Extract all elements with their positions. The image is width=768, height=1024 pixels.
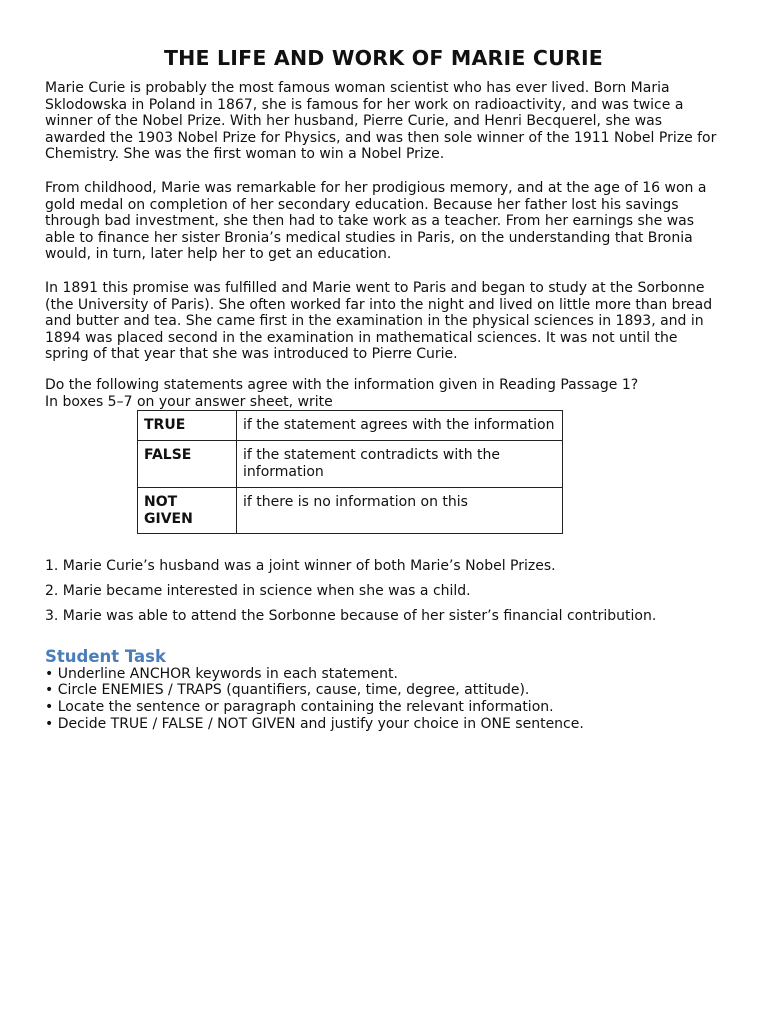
statement-item: 3. Marie was able to attend the Sorbonne because of her sister’s financial contribution.: [45, 608, 657, 625]
answer-key-row-not-given: [138, 488, 563, 534]
answer-key-meaning: if the statement agrees with the information: [237, 411, 563, 441]
statement-item: 1. Marie Curie’s husband was a joint winner of both Marie’s Nobel Prizes.: [45, 558, 556, 575]
student-task-list: [45, 666, 722, 732]
answer-key-label: TRUE: [138, 411, 237, 441]
passage-paragraph-3: In 1891 this promise was fulfilled and Marie went to Paris and began to study at the Sorbonne (the University of Paris). She often worked far into the night and lived on little more than bread and butter and tea. She came first in the examination in the physical sciences in 1893, and in 1894 was placed second in the examination in mathematical sciences. It was not until the spring of that year that she was introduced to Pierre Curie.: [45, 279, 713, 363]
answer-key-label: FALSE: [138, 441, 237, 488]
statement-item: 2. Marie became interested in science when she was a child.: [45, 583, 471, 600]
instructions: [45, 377, 722, 410]
passage-paragraph-1: Marie Curie is probably the most famous woman scientist who has ever lived. Born Maria Sklodowska in Poland in 1867, she is famous for her work on radioactivity, and was twice a winner of the Nobel Prize. With her husband, Pierre Curie, and Henri Becquerel, she was awarded the 1903 Nobel Prize for Physics, and was then sole winner of the 1911 Nobel Prize for Chemistry. She was the first woman to win a Nobel Prize.: [45, 80, 717, 163]
student-task-item: • Underline ANCHOR keywords in each statement.: [45, 665, 398, 682]
answer-key-row-false: [138, 441, 563, 488]
passage-paragraph-2: From childhood, Marie was remarkable for her prodigious memory, and at the age of 16 won a gold medal on completion of her secondary education. Because her father lost his savings through bad investment, she then had to take work as a teacher. From her earnings she was able to finance her sister Bronia’s medical studies in Paris, on the understanding that Bronia would, in turn, later help her to get an education.: [45, 179, 707, 263]
answer-key-row-true: [138, 411, 563, 441]
student-task-item: • Circle ENEMIES / TRAPS (quantifiers, cause, time, degree, attitude).: [45, 682, 530, 699]
instructions-line-2: In boxes 5–7 on your answer sheet, write: [45, 393, 333, 410]
answer-key-meaning: if there is no information on this: [237, 488, 563, 534]
student-task-heading: Student Task: [45, 646, 166, 666]
instructions-line-1: Do the following statements agree with the information given in Reading Passage 1?: [45, 376, 639, 393]
answer-key-label: NOT GIVEN: [138, 488, 237, 534]
answer-key-table: [137, 410, 563, 534]
answer-key-meaning: if the statement contradicts with the information: [237, 441, 563, 488]
student-task-item: • Decide TRUE / FALSE / NOT GIVEN and justify your choice in ONE sentence.: [45, 715, 584, 732]
page-title: THE LIFE AND WORK OF MARIE CURIE: [163, 46, 604, 70]
statement-list: [45, 558, 722, 625]
student-task-item: • Locate the sentence or paragraph containing the relevant information.: [45, 699, 554, 716]
